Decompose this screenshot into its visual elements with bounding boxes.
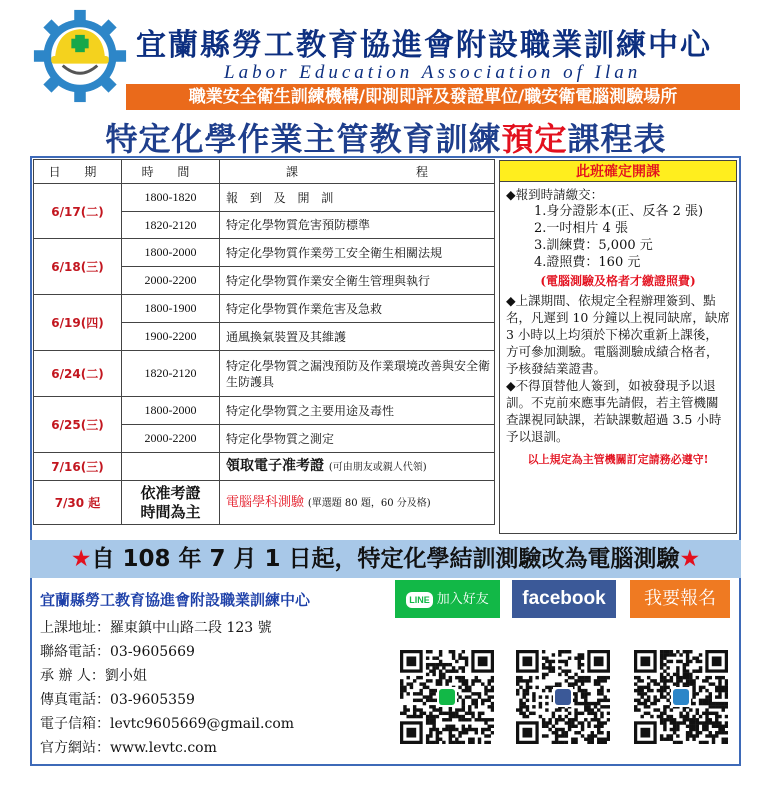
rule-attendance: ◆上課期間、依規定全程辦理簽到、點名，凡遲到 10 分鐘以上視同缺席，缺席 3 小時以上均須於下梯次重新上課後，方可參加測驗。電腦測驗成績合格者，予核發結業證書。 — [506, 293, 730, 376]
table-row — [34, 184, 495, 212]
date-cell: 6/19(四) — [34, 295, 122, 351]
facebook-qr-code-icon[interactable] — [516, 650, 610, 744]
header-time: 時 間 — [122, 160, 220, 184]
line-add-friend-button[interactable] — [395, 580, 500, 618]
title-part-c: 課程表 — [567, 120, 667, 158]
bring-title-text: ◆報到時請繳交： — [506, 187, 604, 202]
header-date: 日 期 — [34, 160, 122, 184]
rule-signin: ◆不得頂替他人簽到，如被發現予以退訓。不克前來應事先請假，若主管機關查課視同缺課，若缺課數超過 3.5 小時予以退訓。 — [506, 378, 722, 444]
table-header-row — [34, 160, 495, 184]
ticket-note: (可由朋友或親人代領) — [328, 461, 427, 473]
course-cell: 特定化學物質危害預防標準 — [220, 212, 495, 239]
schedule-table — [33, 159, 495, 525]
contact-phone: 聯絡電話：03-9605669 — [40, 644, 195, 660]
class-confirmed-header: 此班確定開課 — [499, 160, 737, 182]
line-button-label: 加入好友 — [436, 591, 489, 606]
title-part-a: 特定化學作業主管教育訓練 — [105, 120, 502, 158]
contact-info — [40, 588, 390, 760]
course-cell: 特定化學物質之漏洩預防及作業環境改善與安全衛生防護具 — [220, 351, 495, 397]
table-row — [34, 295, 495, 323]
bring-item: 1.身分證影本(正、反各 2 張) — [534, 204, 704, 219]
time-cell: 1820-2120 — [122, 212, 220, 239]
table-row — [34, 397, 495, 425]
ticket-course-cell — [220, 453, 495, 481]
org-name-en: Labor Education Association of Ilan — [224, 62, 642, 83]
contact-person: 承 辦 人：劉小姐 — [40, 668, 147, 684]
computer-exam-banner — [30, 540, 741, 578]
table-row — [34, 239, 495, 267]
bring-item: 2.一吋相片 4 張 — [534, 221, 628, 236]
date-cell: 6/24(二) — [34, 351, 122, 397]
course-cell: 特定化學物質之主要用途及毒性 — [220, 397, 495, 425]
exam-time-cell — [122, 481, 220, 525]
regulation-footnote: 以上規定為主管機關訂定請務必遵守! — [527, 453, 709, 466]
contact-address: 上課地址：羅東鎮中山路二段 123 號 — [40, 620, 272, 636]
ticket-text: 領取電子准考證 — [226, 457, 324, 474]
table-row-exam — [34, 481, 495, 525]
page-title — [0, 114, 772, 160]
fee-note: (電腦測驗及格者才繳證照費) — [540, 274, 696, 288]
banner-text: 自 108 年 7 月 1 日起，特定化學結訓測驗改為電腦測驗 — [91, 546, 680, 572]
bring-item: 4.證照費：160 元 — [534, 255, 641, 270]
contact-website[interactable]: 官方網站：www.levtc.com — [40, 740, 217, 756]
exam-course-cell — [220, 481, 495, 525]
exam-time-a: 依准考證 — [140, 483, 201, 502]
exam-text: 電腦學科測驗 — [226, 494, 305, 510]
exam-date-cell: 7/30 起 — [34, 481, 122, 525]
table-row-ticket — [34, 453, 495, 481]
course-cell: 報 到 及 開 訓 — [220, 184, 495, 212]
time-cell: 2000-2200 — [122, 267, 220, 295]
star-icon: ★ — [70, 546, 92, 572]
exam-time-b: 時間為主 — [140, 502, 201, 521]
header-course-b: 程 — [415, 165, 428, 179]
time-cell: 1820-2120 — [122, 351, 220, 397]
date-cell: 6/25(三) — [34, 397, 122, 453]
contact-email[interactable]: 電子信箱：levtc9605669@gmail.com — [40, 716, 295, 732]
time-cell: 2000-2200 — [122, 425, 220, 453]
time-cell: 1800-2000 — [122, 397, 220, 425]
bring-item: 3.訓練費：5,000 元 — [534, 238, 653, 253]
line-qr-code-icon[interactable] — [400, 650, 494, 744]
facebook-button[interactable]: facebook — [512, 580, 616, 618]
bring-title — [506, 186, 730, 203]
ticket-date-cell: 7/16(三) — [34, 453, 122, 481]
title-highlight: 預定 — [501, 120, 568, 158]
org-subtitle-bar: 職業安全衛生訓練機構/即測即評及發證單位/職安衛電腦測驗場所 — [126, 84, 740, 110]
exam-note: (單選題 80 題，60 分及格) — [307, 497, 431, 509]
notice-panel — [499, 182, 737, 534]
line-icon: LINE — [406, 592, 433, 608]
ticket-time-cell — [122, 453, 220, 481]
table-row — [34, 351, 495, 397]
contact-fax: 傳真電話：03-9605359 — [40, 692, 195, 708]
logo-gear-icon — [32, 8, 128, 104]
org-name: 宜蘭縣勞工教育協進會附設職業訓練中心 — [136, 28, 712, 63]
time-cell: 1800-2000 — [122, 239, 220, 267]
course-cell: 特定化學物質作業危害及急救 — [220, 295, 495, 323]
time-cell: 1800-1820 — [122, 184, 220, 212]
time-cell: 1900-2200 — [122, 323, 220, 351]
star-icon: ★ — [679, 546, 701, 572]
course-cell: 特定化學物質作業勞工安全衛生相關法規 — [220, 239, 495, 267]
website-qr-code-icon[interactable] — [634, 650, 728, 744]
course-cell: 通風換氣裝置及其維護 — [220, 323, 495, 351]
date-cell: 6/17(二) — [34, 184, 122, 239]
header-course — [220, 160, 495, 184]
register-button[interactable]: 我要報名 — [630, 580, 730, 618]
course-cell: 特定化學物質作業安全衛生管理與執行 — [220, 267, 495, 295]
time-cell: 1800-1900 — [122, 295, 220, 323]
course-cell: 特定化學物質之測定 — [220, 425, 495, 453]
date-cell: 6/18(三) — [34, 239, 122, 295]
contact-org-name: 宜蘭縣勞工教育協進會附設職業訓練中心 — [40, 591, 311, 609]
header-course-a: 課 — [285, 165, 298, 179]
